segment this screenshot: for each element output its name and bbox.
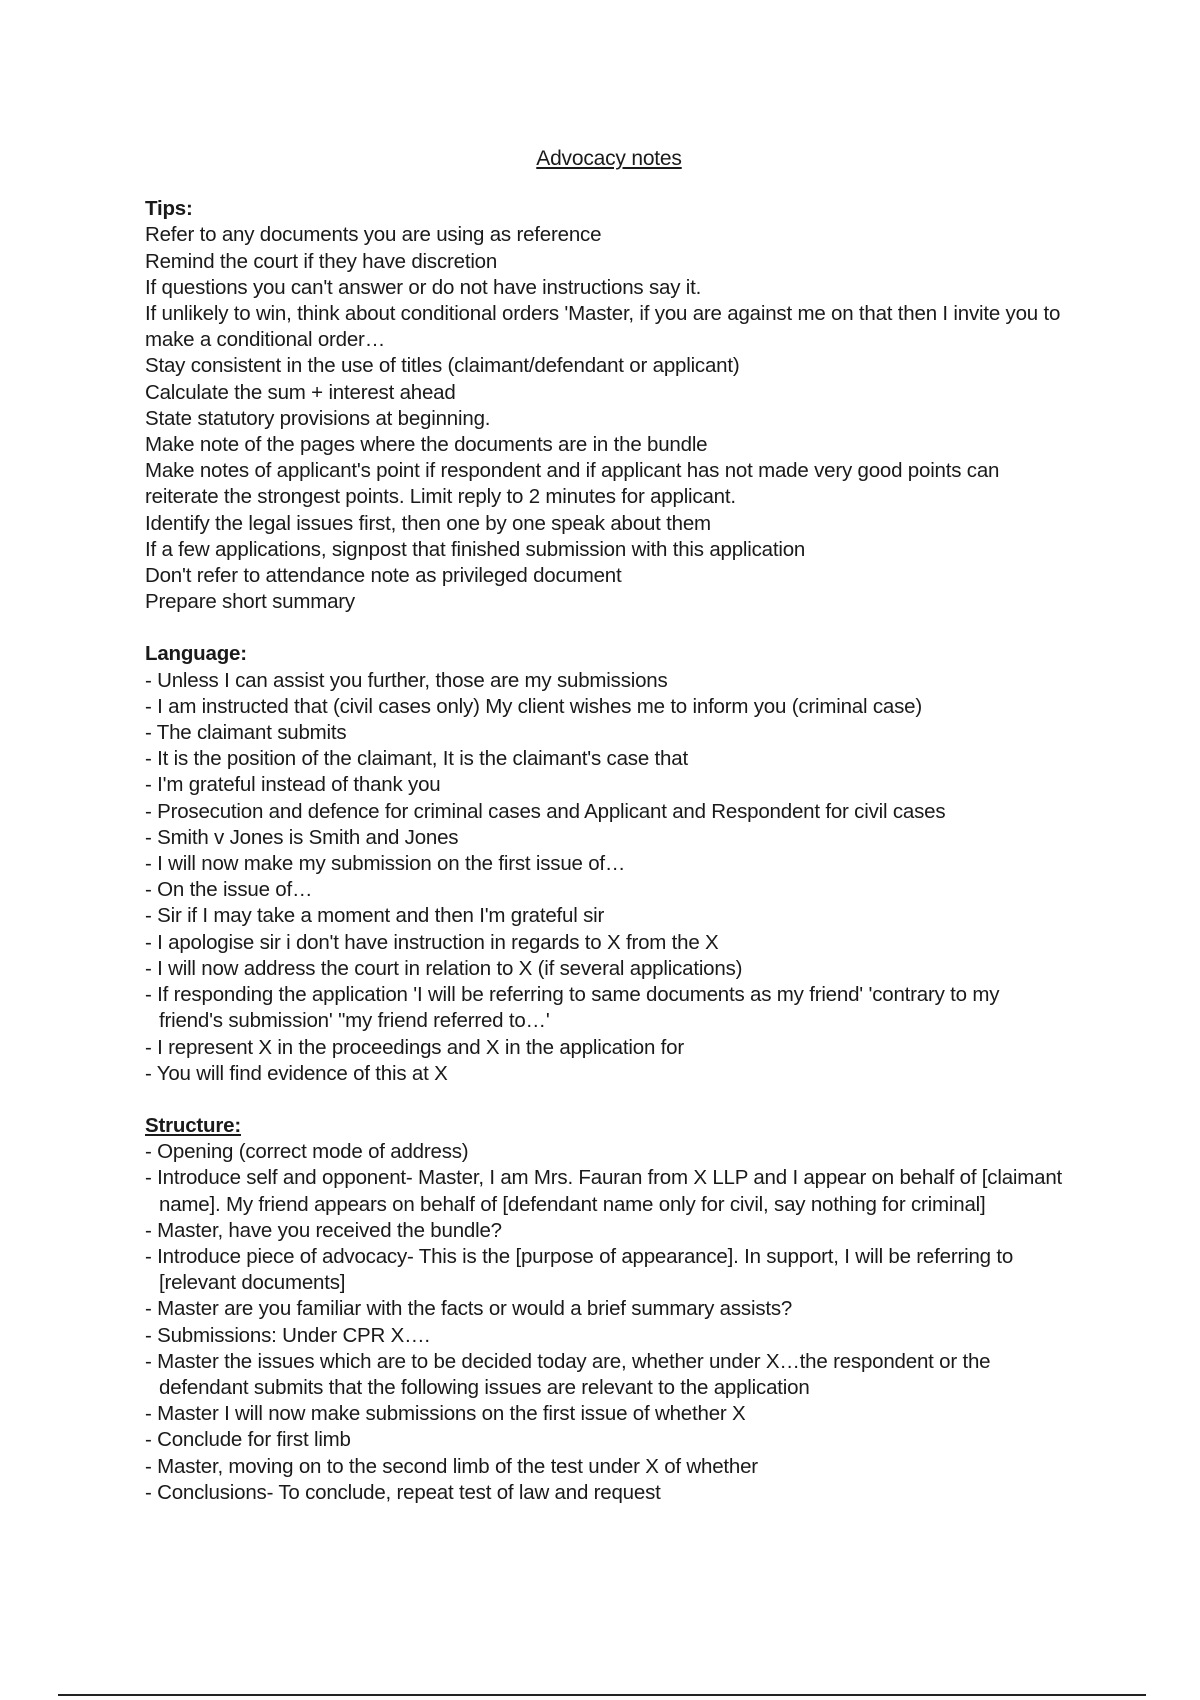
page-title: Advocacy notes [536,147,682,170]
list-item: - Conclusions- To conclude, repeat test of law and request [145,1480,661,1504]
list-item: - I'm grateful instead of thank you [145,773,441,797]
list-item: Prepare short summary [145,590,355,614]
list-item: - You will find evidence of this at X [145,1061,448,1085]
list-item: If unlikely to win, think about conditional orders 'Master, if you are against me on that then I invite you to make a conditional order… [145,302,1061,352]
list-item: Don't refer to attendance note as privileged document [145,564,622,588]
language-heading: Language: [145,642,247,666]
list-item: - Introduce self and opponent- Master, I am Mrs. Fauran from X LLP and I appear on behalf of [claimant name]. My friend appears on behalf of [defendant name only for civil, say nothing for criminal] [145,1166,1063,1216]
structure-section [145,1113,1065,1506]
list-item: - On the issue of… [145,878,313,902]
list-item: - Opening (correct mode of address) [145,1140,469,1164]
list-item: If questions you can't answer or do not have instructions say it. [145,275,702,299]
list-item: - Master, have you received the bundle? [145,1218,502,1242]
tips-section [145,196,1065,615]
list-item: If a few applications, signpost that finished submission with this application [145,537,806,561]
list-item: Remind the court if they have discretion [145,249,498,273]
structure-heading: Structure: [145,1113,241,1137]
list-item: Make notes of applicant's point if respondent and if applicant has not made very good points can reiterate the strongest points. Limit reply to 2 minutes for applicant. [145,459,1000,509]
list-item: - Master are you familiar with the facts or would a brief summary assists? [145,1297,793,1321]
list-item: - Unless I can assist you further, those are my submissions [145,668,668,692]
tips-heading: Tips: [145,197,193,221]
list-item: - Submissions: Under CPR X…. [145,1323,430,1347]
footer-divider [58,1694,1146,1696]
list-item: - I represent X in the proceedings and X in the application for [145,1035,684,1059]
list-item: Calculate the sum + interest ahead [145,380,456,404]
list-item: - Sir if I may take a moment and then I'm grateful sir [145,904,605,928]
list-item: - I will now address the court in relation to X (if several applications) [145,956,743,980]
list-item: - Conclude for first limb [145,1428,351,1452]
list-item: - Prosecution and defence for criminal cases and Applicant and Respondent for civil cases [145,799,946,823]
list-item: - Master the issues which are to be decided today are, whether under X…the respondent or the defendant submits that the following issues are relevant to the application [145,1349,991,1399]
list-item: Refer to any documents you are using as reference [145,223,602,247]
list-item: - If responding the application 'I will be referring to same documents as my friend' 'contrary to my friend's submission' "my friend referred to…' [145,983,1000,1033]
tips-list [145,222,1065,615]
list-item: Identify the legal issues first, then one by one speak about them [145,511,711,535]
list-item: Stay consistent in the use of titles (claimant/defendant or applicant) [145,354,740,378]
list-item: - I apologise sir i don't have instruction in regards to X from the X [145,930,719,954]
list-item: - I will now make my submission on the first issue of… [145,852,626,876]
list-item: - It is the position of the claimant, It is the claimant's case that [145,747,688,771]
list-item: - Master I will now make submissions on the first issue of whether X [145,1402,746,1426]
list-item: - I am instructed that (civil cases only) My client wishes me to inform you (criminal case) [145,694,922,718]
list-item: - The claimant submits [145,721,347,745]
list-item: State statutory provisions at beginning. [145,406,491,430]
list-item: - Introduce piece of advocacy- This is the [purpose of appearance]. In support, I will be referring to [relevant documents] [145,1244,1014,1295]
language-section [145,641,1065,1086]
list-item: - Master, moving on to the second limb of the test under X of whether [145,1454,758,1478]
language-list [145,668,1065,1087]
structure-list [145,1139,1065,1506]
list-item: - Smith v Jones is Smith and Jones [145,825,459,849]
document-page [145,146,1065,1532]
list-item: Make note of the pages where the documents are in the bundle [145,433,708,457]
